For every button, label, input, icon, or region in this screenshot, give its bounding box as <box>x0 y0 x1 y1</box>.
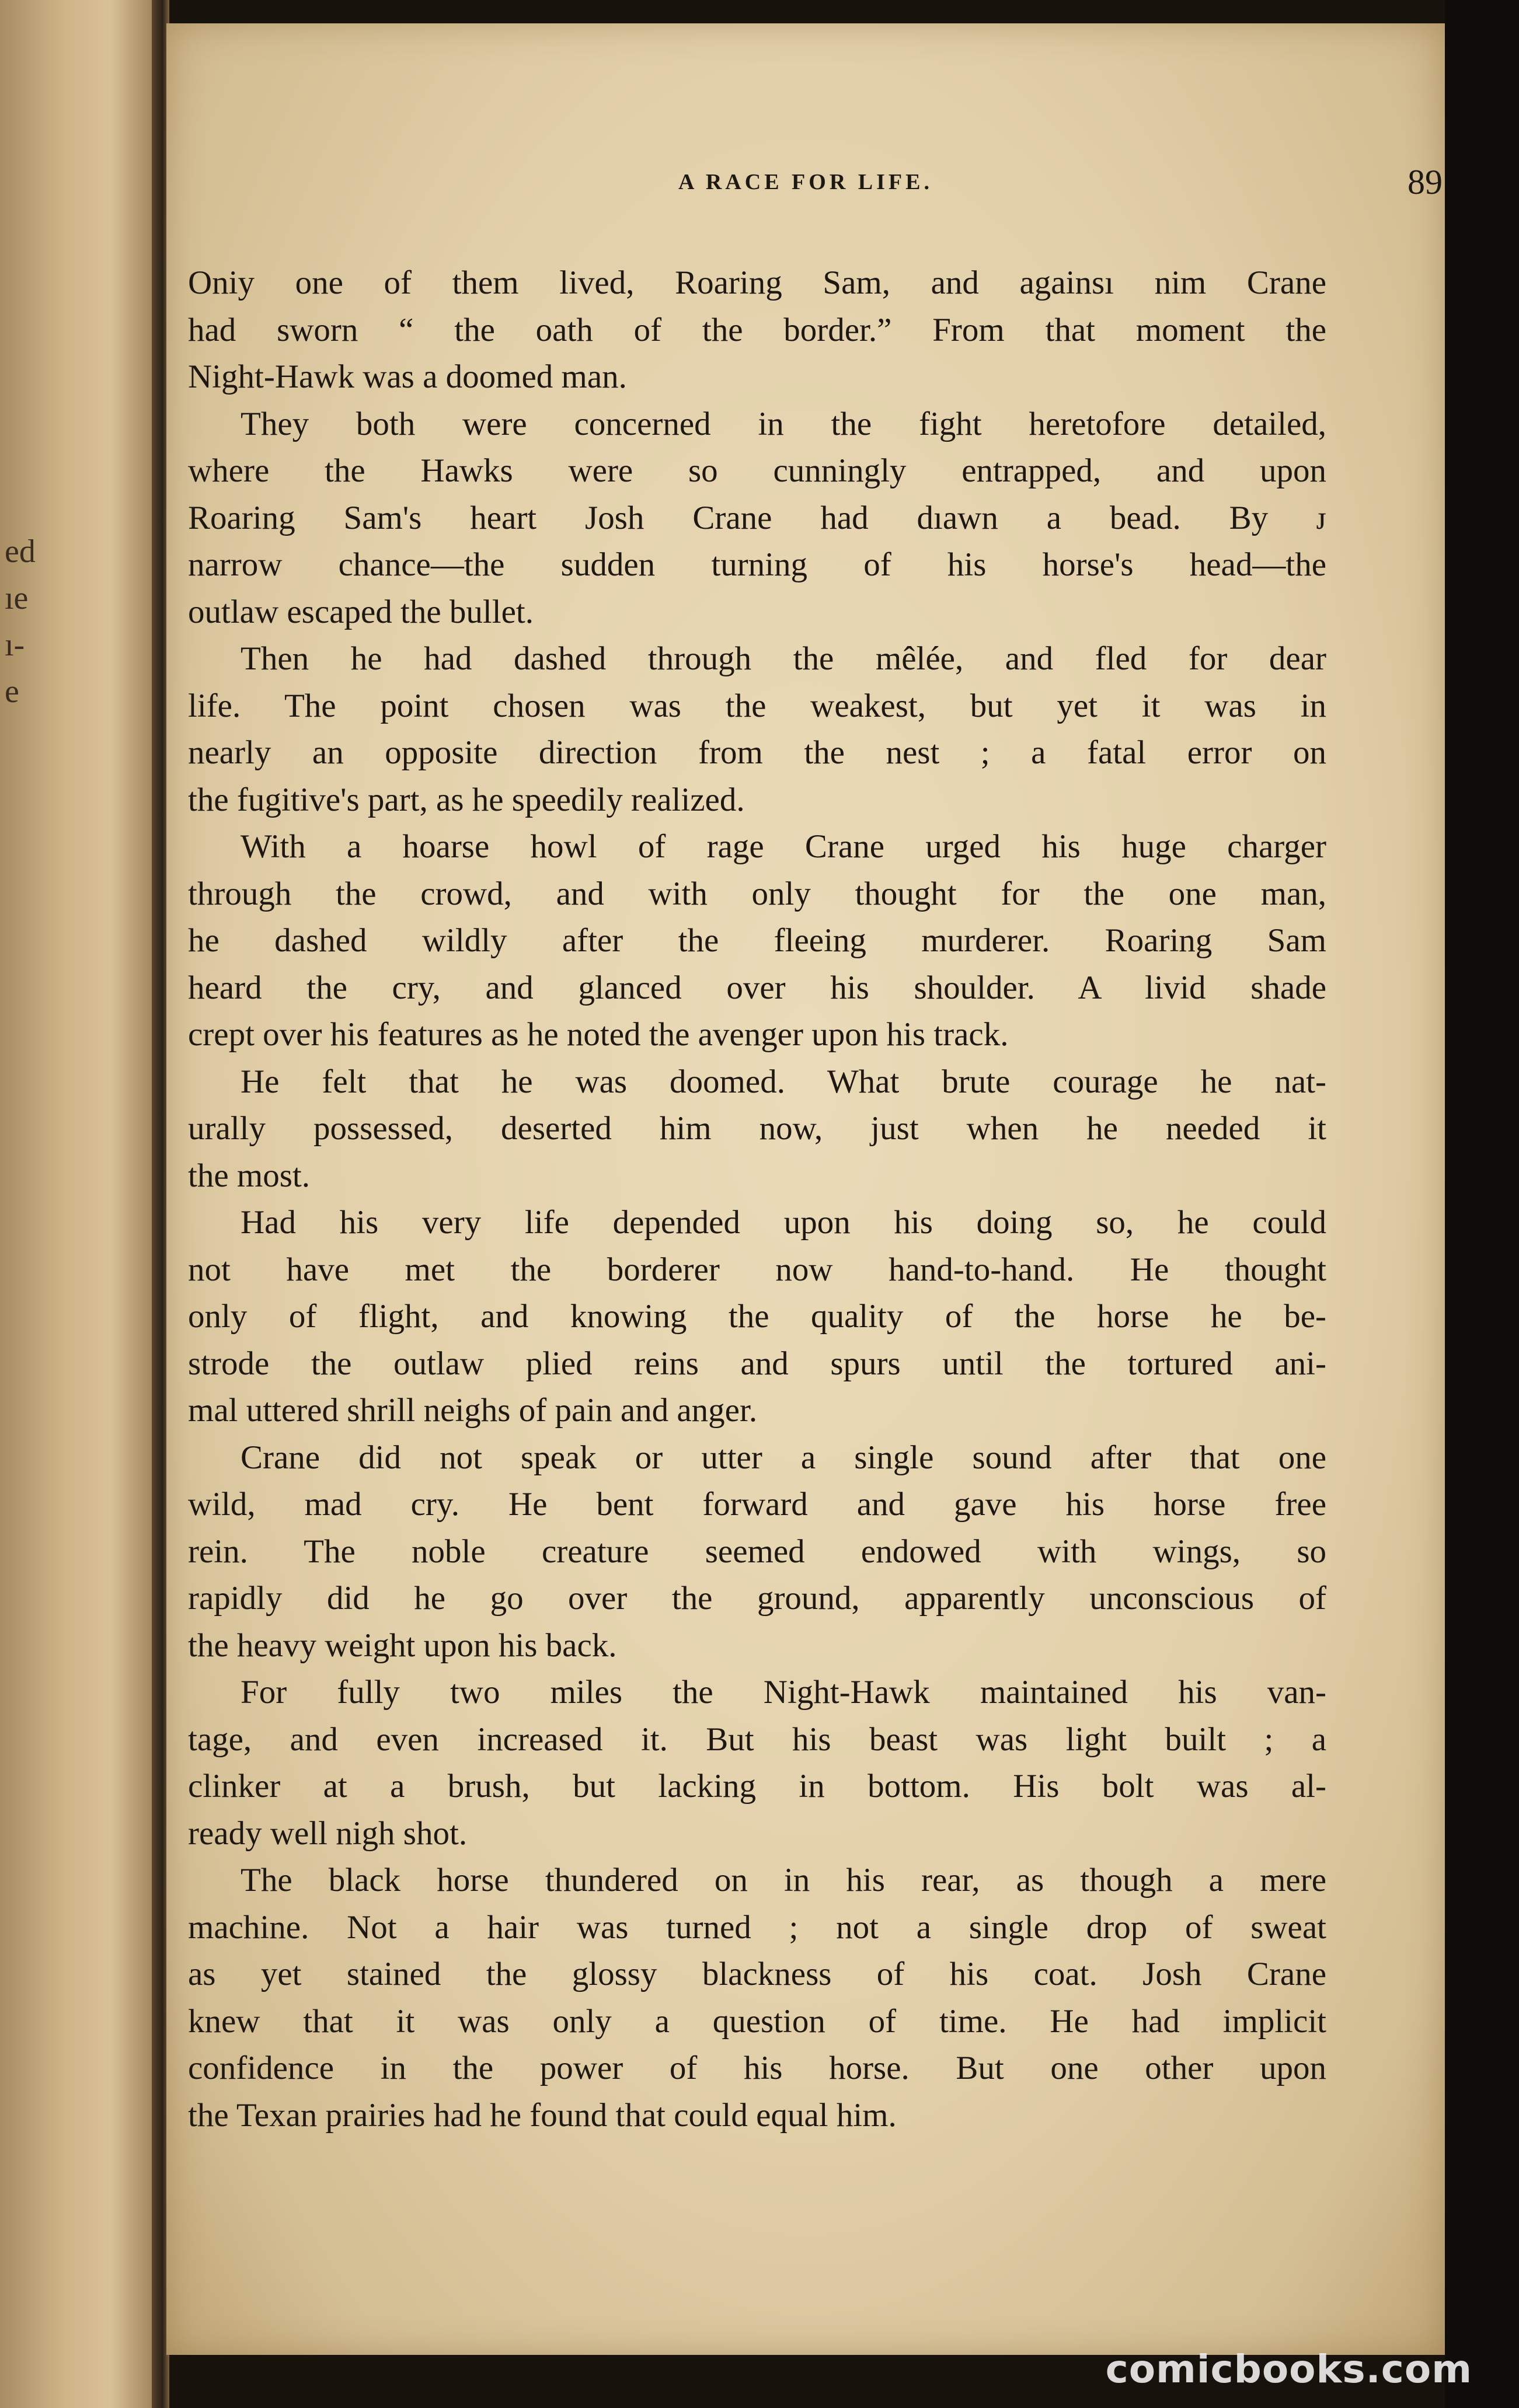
left-page-edge <box>0 0 158 2408</box>
page-header <box>166 162 1445 215</box>
text-line: narrow chance—the sudden turning of his horse's head—the <box>188 546 1326 583</box>
text-line: he dashed wildly after the fleeing murderer. Roaring Sam <box>188 922 1326 959</box>
text-line: knew that it was only a question of time. He had implicit <box>188 2002 1326 2040</box>
running-head: A RACE FOR LIFE. <box>678 170 933 194</box>
text-line: rapidly did he go over the ground, apparently unconscious of <box>188 1580 1326 1617</box>
watermark: comicbooks.com <box>1105 2347 1472 2392</box>
text-line: nearly an opposite direction from the nest ; a fatal error on <box>188 734 1326 771</box>
text-line: mal uttered shrill neighs of pain and anger. <box>188 1392 758 1429</box>
left-fragment: e <box>5 673 19 710</box>
left-fragment: ı- <box>5 627 25 663</box>
text-line: through the crowd, and with only thought for the one man, <box>188 875 1326 912</box>
text-line: With a hoarse howl of rage Crane urged his huge charger <box>241 828 1326 865</box>
left-fragment: ıe <box>5 580 29 616</box>
page-number: 89 <box>1407 163 1443 201</box>
text-line: The black horse thundered on in his rear, as though a mere <box>241 1862 1326 1899</box>
text-line: He felt that he was doomed. What brute courage he nat- <box>241 1063 1326 1100</box>
text-line: clinker at a brush, but lacking in bottom. His bolt was al- <box>188 1768 1326 1805</box>
text-line: the fugitive's part, as he speedily realized. <box>188 781 745 818</box>
text-line: the most. <box>188 1157 310 1194</box>
text-line: Oniy one of them lived, Roaring Sam, and againsı nim Crane <box>188 264 1326 301</box>
text-line: Roaring Sam's heart Josh Crane had dıawn a bead. By ᴊ <box>188 499 1326 536</box>
body-text <box>188 260 1326 2139</box>
text-line: the Texan prairies had he found that could equal him. <box>188 2096 897 2134</box>
left-fragment: ed <box>5 533 36 570</box>
text-line: where the Hawks were so cunningly entrapped, and upon <box>188 452 1326 489</box>
text-line: For fully two miles the Night-Hawk maintained his van- <box>241 1674 1326 1711</box>
text-line: confidence in the power of his horse. But one other upon <box>188 2050 1326 2086</box>
text-line: life. The point chosen was the weakest, but yet it was in <box>188 687 1326 724</box>
text-line: heard the cry, and glanced over his shoulder. A livid shade <box>188 969 1326 1006</box>
text-line: wild, mad cry. He bent forward and gave his horse free <box>188 1486 1326 1523</box>
text-line: only of flight, and knowing the quality of the horse he be- <box>188 1298 1326 1335</box>
text-line: Had his very life depended upon his doing so, he could <box>241 1204 1326 1241</box>
scan-background-edge <box>1445 0 1519 2408</box>
text-line: crept over his features as he noted the avenger upon his track. <box>188 1016 1009 1053</box>
text-line: strode the outlaw plied reins and spurs until the tortured ani- <box>188 1345 1326 1382</box>
text-line: the heavy weight upon his back. <box>188 1627 617 1664</box>
left-page-fragments <box>5 528 36 715</box>
text-line: ready well nigh shot. <box>188 1814 468 1852</box>
text-line: Crane did not speak or utter a single sound after that one <box>241 1439 1326 1476</box>
text-line: outlaw escaped the bullet. <box>188 593 534 630</box>
text-line: They both were concerned in the fight heretofore detailed, <box>241 405 1326 442</box>
text-line: rein. The noble creature seemed endowed with wings, so <box>188 1533 1326 1570</box>
text-line: Then he had dashed through the mêlée, and fled for dear <box>241 640 1326 677</box>
text-line: Night-Hawk was a doomed man. <box>188 358 627 395</box>
text-line: had sworn “ the oath of the border.” From that moment the <box>188 311 1326 348</box>
text-line: not have met the borderer now hand-to-hand. He thought <box>188 1251 1326 1288</box>
text-line: machine. Not a hair was turned ; not a single drop of sweat <box>188 1908 1326 1946</box>
text-line: as yet stained the glossy blackness of his coat. Josh Crane <box>188 1956 1326 1992</box>
text-line: tage, and even increased it. But his beast was light built ; a <box>188 1721 1326 1758</box>
text-line: urally possessed, deserted him now, just when he needed it <box>188 1110 1326 1147</box>
